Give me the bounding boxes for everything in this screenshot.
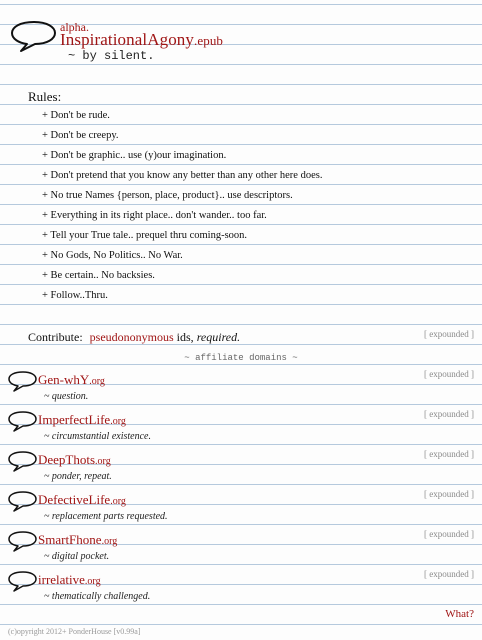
copyright-notice: (c)opyright 2012+ PonderHouse [v0.99a] [8,627,141,636]
rule-item: + Follow..Thru. [42,290,108,301]
speech-bubble-icon [6,569,38,593]
domain-name: DefectiveLife [38,492,111,507]
domain-name: irrelative [38,572,85,587]
domain-name: Gen-whY [38,372,90,387]
domain-expound-link[interactable]: [ expounded ] [424,409,474,419]
domain-link-irrelative[interactable] [38,572,101,590]
domain-name: ImperfectLife [38,412,111,427]
domain-tagline: ~ circumstantial existence. [44,431,151,442]
speech-bubble-icon [6,409,38,433]
alpha-label: alpha. [60,20,89,34]
domain-tld: .org [101,536,118,547]
domain-link-smartfhone[interactable] [38,532,117,550]
required-text: required. [196,330,241,344]
byline: ~ by silent. [68,49,155,63]
rule-item: + Tell your True tale.. prequel thru coming-soon. [42,230,248,241]
domain-tld: .org [95,456,111,467]
domain-tagline: ~ ponder, repeat. [44,471,112,482]
rule-item: + No Gods, No Politics.. No War. [42,250,183,261]
speech-bubble-icon [6,489,38,513]
domain-tagline: ~ digital pocket. [44,551,110,562]
domain-tagline: ~ thematically challenged. [44,591,151,602]
site-title-name: InspirationalAgony [60,30,194,49]
site-title-ext: .epub [194,33,224,48]
domain-tld: .org [84,576,101,587]
domain-expound-link[interactable]: [ expounded ] [424,569,474,579]
pseudonymous-link[interactable]: pseudononymous [89,330,174,344]
domain-tld: .org [110,496,126,507]
domain-expound-link[interactable]: [ expounded ] [424,529,474,539]
contribute-expound-link[interactable]: [ expounded ] [424,329,474,339]
domain-name: SmartFhone [38,532,102,547]
domain-link-imperfectlife[interactable] [38,412,126,430]
domain-name: DeepThots [38,452,96,467]
domain-expound-link[interactable]: [ expounded ] [424,449,474,459]
rule-item: + Don't pretend that you know any better than any other here does. [42,170,323,181]
domain-tld: .org [89,376,105,387]
domain-link-defectivelife[interactable] [38,492,126,510]
rule-item: + Don't be graphic.. use (y)our imagination. [42,150,227,161]
domain-tagline: ~ question. [44,391,89,402]
rule-item: + Be certain.. No backsies. [42,270,155,281]
speech-bubble-icon [6,369,38,393]
affiliate-heading: ~ affiliate domains ~ [184,353,298,363]
rule-item: + Everything in its right place.. don't wander.. too far. [42,210,267,221]
rule-item: + Don't be creepy. [42,130,119,141]
domain-expound-link[interactable]: [ expounded ] [424,489,474,499]
rule-item: + Don't be rude. [42,110,110,121]
domain-expound-link[interactable]: [ expounded ] [424,369,474,379]
rule-item: + No true Names {person, place, product}.. use descriptors. [42,190,293,201]
what-link[interactable]: What? [445,608,474,620]
contribute-line [28,329,240,345]
speech-bubble-icon [6,529,38,553]
domain-link-gen-why[interactable] [38,372,105,390]
speech-bubble-icon [8,18,58,54]
speech-bubble-icon [6,449,38,473]
contribute-text: ids, [173,330,197,344]
domain-tagline: ~ replacement parts requested. [44,511,168,522]
contribute-label: Contribute: [28,330,83,344]
rules-heading: Rules: [28,89,62,104]
domain-tld: .org [110,416,126,427]
domain-link-deepthots[interactable] [38,452,111,470]
